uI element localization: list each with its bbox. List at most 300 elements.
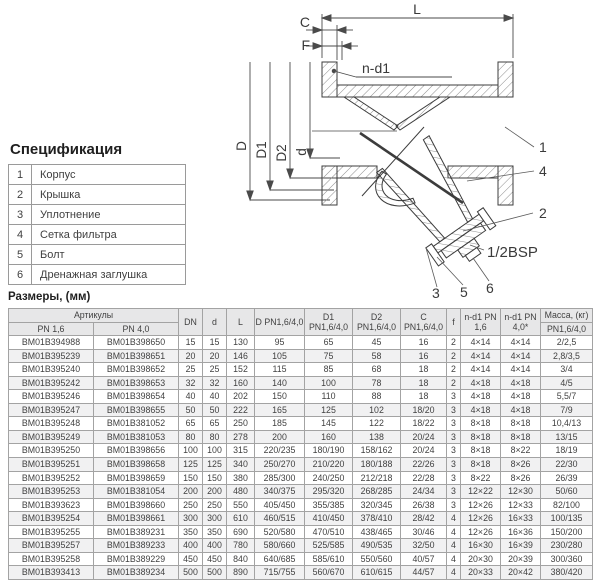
dims-row-cell: 8×26: [501, 458, 541, 472]
dims-row-cell: 150: [203, 471, 227, 485]
dims-row-cell: 65: [305, 336, 353, 350]
spec-row: [9, 225, 186, 245]
dims-row-cell: 115: [255, 363, 305, 377]
dims-row-cell: 122: [353, 417, 401, 431]
dims-row: [9, 498, 593, 512]
dims-row-cell: 3: [447, 390, 461, 404]
dims-row-cell: 610: [227, 512, 255, 526]
dims-row-cell: 8×22: [461, 471, 501, 485]
dims-row: [9, 485, 593, 499]
dims-row-cell: 278: [227, 430, 255, 444]
dims-row-cell: BM01B395247: [9, 403, 94, 417]
dims-row-cell: 210/220: [305, 458, 353, 472]
dims-row-cell: 4×14: [501, 349, 541, 363]
dims-row-cell: BM01B398654: [94, 390, 179, 404]
dims-row-cell: 4: [447, 552, 461, 566]
spec-row: [9, 265, 186, 285]
dims-row-cell: 220/235: [255, 444, 305, 458]
dims-row-cell: 3: [447, 403, 461, 417]
dims-row-cell: 20×30: [461, 552, 501, 566]
dims-row-cell: 400: [203, 539, 227, 553]
dims-row-cell: 405/450: [255, 498, 305, 512]
dims-row: [9, 349, 593, 363]
spec-row: [9, 245, 186, 265]
dims-row-cell: BM01B381053: [94, 430, 179, 444]
pipe-wall-bottom-left: [337, 166, 377, 178]
dims-row-cell: 80: [179, 430, 203, 444]
dims-row-cell: 715/755: [255, 566, 305, 580]
dims-row-cell: 3: [447, 471, 461, 485]
dims-row-cell: 20: [203, 349, 227, 363]
dims-row: [9, 430, 593, 444]
dims-row-cell: 8×18: [461, 430, 501, 444]
dims-row-cell: 4×18: [461, 390, 501, 404]
dims-row-cell: 58: [353, 349, 401, 363]
dims-row-cell: 68: [353, 363, 401, 377]
dims-row-cell: 3/4: [541, 363, 593, 377]
dims-row-cell: BM01B395248: [9, 417, 94, 431]
col-nd1-pn40: n-d1 PN 4,0*: [501, 309, 541, 336]
dims-row-cell: 7/9: [541, 403, 593, 417]
dims-row: [9, 336, 593, 350]
funnel-left: [344, 97, 398, 130]
callout-4: 4: [539, 163, 547, 179]
dims-row-cell: 100: [203, 444, 227, 458]
dims-row-cell: 102: [353, 403, 401, 417]
dims-row-cell: 88: [353, 390, 401, 404]
dims-row: [9, 458, 593, 472]
callout-5: 5: [460, 284, 468, 300]
dims-row-cell: 640/685: [255, 552, 305, 566]
col-dn: DN: [179, 309, 203, 336]
dims-row-cell: 315: [227, 444, 255, 458]
dims-row-cell: 44/57: [401, 566, 447, 580]
col-article-pn40: PN 4,0: [94, 322, 179, 336]
dims-row-cell: BM01B395252: [9, 471, 94, 485]
dims-row-cell: 380/420: [541, 566, 593, 580]
dims-row-cell: 138: [353, 430, 401, 444]
dims-row-cell: 2: [447, 349, 461, 363]
dims-row: [9, 376, 593, 390]
dims-row-cell: BM01B393413: [9, 566, 94, 580]
dims-row-cell: 438/465: [353, 525, 401, 539]
dim-label-f: F: [301, 37, 310, 53]
dims-row-cell: BM01B395255: [9, 525, 94, 539]
dims-row-cell: BM01B395258: [9, 552, 94, 566]
dims-row-cell: 410/450: [305, 512, 353, 526]
dims-row-cell: 460/515: [255, 512, 305, 526]
dims-row-cell: BM01B389229: [94, 552, 179, 566]
dims-row: [9, 417, 593, 431]
dims-row-cell: 4: [447, 512, 461, 526]
flange-right-bottom: [498, 166, 513, 205]
flange-left-bottom: [322, 166, 337, 205]
dims-row-cell: 8×18: [461, 444, 501, 458]
dims-row-cell: BM01B395254: [9, 512, 94, 526]
dims-row-cell: 50/60: [541, 485, 593, 499]
dims-row-cell: 15: [203, 336, 227, 350]
dim-label-d: d: [294, 148, 309, 156]
dims-row-cell: 4: [447, 525, 461, 539]
dims-row-cell: BM01B394988: [9, 336, 94, 350]
spec-row: [9, 205, 186, 225]
dims-row-cell: BM01B381052: [94, 417, 179, 431]
dims-row-cell: 22/28: [401, 471, 447, 485]
dims-row-cell: 180/188: [353, 458, 401, 472]
dims-row-cell: 350: [179, 525, 203, 539]
dims-row-cell: 840: [227, 552, 255, 566]
dims-row-cell: 2: [447, 376, 461, 390]
dims-row-cell: 75: [305, 349, 353, 363]
dims-row-cell: 25: [203, 363, 227, 377]
dims-row-cell: 500: [203, 566, 227, 580]
dims-row-cell: BM01B398651: [94, 349, 179, 363]
dims-row-cell: 8×18: [461, 458, 501, 472]
dims-row-cell: 18: [401, 376, 447, 390]
dims-row-cell: 20×39: [501, 552, 541, 566]
pipe-wall-top: [337, 85, 498, 97]
col-articles: Артикулы: [9, 309, 179, 323]
dims-row-cell: 145: [305, 417, 353, 431]
dims-row-cell: 50: [203, 403, 227, 417]
dims-row-cell: 3: [447, 485, 461, 499]
dims-row: [9, 525, 593, 539]
dims-row-cell: 20: [179, 349, 203, 363]
dims-row-cell: 95: [255, 336, 305, 350]
dims-row-cell: 12×26: [461, 512, 501, 526]
dims-row-cell: 18/19: [541, 444, 593, 458]
dim-label-nd1: n-d1: [362, 60, 391, 76]
dims-row-cell: 100: [305, 376, 353, 390]
dims-row-cell: 400: [179, 539, 203, 553]
dims-row-cell: 32: [179, 376, 203, 390]
dims-row-cell: 690: [227, 525, 255, 539]
dims-row-cell: 185: [255, 417, 305, 431]
dims-row-cell: 150/200: [541, 525, 593, 539]
dims-row-cell: 25: [179, 363, 203, 377]
dims-table-header: [9, 309, 593, 336]
dims-row-cell: 480: [227, 485, 255, 499]
dims-row-cell: BM01B395250: [9, 444, 94, 458]
dims-row-cell: 4: [447, 539, 461, 553]
dims-row-cell: 18/20: [401, 403, 447, 417]
dims-row-cell: BM01B395249: [9, 430, 94, 444]
dims-row-cell: 560/670: [305, 566, 353, 580]
dims-row-cell: BM01B395253: [9, 485, 94, 499]
dims-row-cell: 4×14: [461, 349, 501, 363]
spec-row-cell: Крышка: [32, 185, 186, 205]
dims-row-cell: 520/580: [255, 525, 305, 539]
dims-row-cell: 4×14: [501, 363, 541, 377]
dims-row-cell: 3: [447, 417, 461, 431]
spec-row-cell: 5: [9, 245, 32, 265]
dims-row-cell: 3: [447, 430, 461, 444]
dims-row-cell: 130: [227, 336, 255, 350]
dim-label-D2: D2: [274, 144, 289, 162]
dims-table: [8, 308, 593, 580]
dims-row-cell: 8×18: [501, 417, 541, 431]
dims-row-cell: 585/610: [305, 552, 353, 566]
dims-row-cell: 18/22: [401, 417, 447, 431]
dims-row-cell: 16: [401, 349, 447, 363]
dims-row-cell: BM01B395242: [9, 376, 94, 390]
dims-row-cell: 125: [203, 458, 227, 472]
dims-row-cell: 355/385: [305, 498, 353, 512]
dims-row-cell: 8×18: [461, 417, 501, 431]
dims-row-cell: 18: [401, 390, 447, 404]
dims-row-cell: 158/162: [353, 444, 401, 458]
dim-label-D: D: [234, 141, 249, 151]
dims-row-cell: 8×18: [501, 430, 541, 444]
dims-row-cell: 550/560: [353, 552, 401, 566]
dims-row-cell: 125: [305, 403, 353, 417]
port-label-bsp: 1/2BSP: [487, 244, 538, 261]
dims-row-cell: 2/2,5: [541, 336, 593, 350]
flange-left-top: [322, 62, 337, 97]
dims-row-cell: 300: [203, 512, 227, 526]
dims-row-cell: BM01B395257: [9, 539, 94, 553]
dims-row-cell: 30/46: [401, 525, 447, 539]
dims-row-cell: 20×33: [461, 566, 501, 580]
spec-row-cell: 1: [9, 165, 32, 185]
callout-1: 1: [539, 139, 547, 155]
branch-wall-upper: [414, 136, 482, 223]
dims-row-cell: 2,8/3,5: [541, 349, 593, 363]
dims-row-cell: 550: [227, 498, 255, 512]
spec-row-cell: Дренажная заглушка: [32, 265, 186, 285]
dims-row-cell: 10,4/13: [541, 417, 593, 431]
dims-row-cell: 100: [179, 444, 203, 458]
dims-row-cell: 780: [227, 539, 255, 553]
dims-row-cell: 26/39: [541, 471, 593, 485]
dim-label-c: C: [299, 14, 310, 30]
dims-row: [9, 552, 593, 566]
dims-row-cell: 22/30: [541, 458, 593, 472]
dims-row-cell: 125: [179, 458, 203, 472]
dims-row-cell: 12×26: [461, 498, 501, 512]
col-nd1-pn16: n-d1 PN 1,6: [461, 309, 501, 336]
dims-row-cell: 12×33: [501, 498, 541, 512]
dims-row-cell: 12×30: [501, 485, 541, 499]
dims-row-cell: 4×18: [501, 376, 541, 390]
dims-row-cell: 200: [179, 485, 203, 499]
dims-title: Размеры, (мм): [8, 291, 91, 303]
col-D1: D1 PN1,6/4,0: [305, 309, 353, 336]
spec-row: [9, 165, 186, 185]
dims-row-cell: BM01B381054: [94, 485, 179, 499]
dims-row-cell: 380: [227, 471, 255, 485]
dims-row-cell: 150: [255, 390, 305, 404]
dims-row-cell: BM01B389231: [94, 525, 179, 539]
dims-row-cell: 4×14: [461, 336, 501, 350]
dims-row: [9, 512, 593, 526]
dims-row-cell: BM01B398660: [94, 498, 179, 512]
dims-row-cell: 320/345: [353, 498, 401, 512]
dims-row-cell: 4×14: [501, 336, 541, 350]
callout-2: 2: [539, 205, 547, 221]
dims-row-cell: 160: [305, 430, 353, 444]
dims-row-cell: BM01B398655: [94, 403, 179, 417]
dims-row-cell: 5,5/7: [541, 390, 593, 404]
dims-row-cell: 140: [255, 376, 305, 390]
dims-row-cell: 300: [179, 512, 203, 526]
dims-row-cell: 20/24: [401, 444, 447, 458]
dims-row-cell: 4×18: [501, 390, 541, 404]
dim-label-D1: D1: [254, 141, 269, 159]
dims-row: [9, 566, 593, 580]
strainer-branch: [367, 134, 504, 283]
dims-row-cell: 250/270: [255, 458, 305, 472]
dims-row-cell: 490/535: [353, 539, 401, 553]
dims-row-cell: 250: [203, 498, 227, 512]
dims-row-cell: 65: [203, 417, 227, 431]
pipe-wall-bottom-right: [448, 166, 498, 178]
dims-row-cell: 65: [179, 417, 203, 431]
dims-row-cell: 340: [227, 458, 255, 472]
dims-row-cell: 340/375: [255, 485, 305, 499]
dims-row-cell: 450: [203, 552, 227, 566]
col-D2: D2 PN1,6/4,0: [353, 309, 401, 336]
dims-row-cell: 2: [447, 363, 461, 377]
callout-3: 3: [432, 285, 440, 300]
branch-wall-lower: [377, 162, 445, 249]
dims-row-cell: 110: [305, 390, 353, 404]
dims-row: [9, 471, 593, 485]
dims-row-cell: 100/135: [541, 512, 593, 526]
dims-row-cell: 16×33: [501, 512, 541, 526]
dims-row-cell: 22/26: [401, 458, 447, 472]
dims-row-cell: 4×18: [461, 376, 501, 390]
dims-row-cell: 40: [203, 390, 227, 404]
dims-row-cell: 12×26: [461, 525, 501, 539]
dims-row-cell: BM01B395251: [9, 458, 94, 472]
dims-row-cell: 200: [203, 485, 227, 499]
dims-row-cell: 40: [179, 390, 203, 404]
spec-title: Спецификация: [10, 141, 123, 158]
spec-row-cell: 6: [9, 265, 32, 285]
dims-row-cell: BM01B395239: [9, 349, 94, 363]
dims-row-cell: 15: [179, 336, 203, 350]
dims-row-cell: 500: [179, 566, 203, 580]
dims-row-cell: BM01B398659: [94, 471, 179, 485]
dims-row: [9, 363, 593, 377]
dims-row-cell: 222: [227, 403, 255, 417]
dims-row-cell: BM01B389234: [94, 566, 179, 580]
dims-row-cell: 50: [179, 403, 203, 417]
dims-row-cell: BM01B389233: [94, 539, 179, 553]
dims-row-cell: BM01B395240: [9, 363, 94, 377]
dims-row-cell: 26/38: [401, 498, 447, 512]
dims-row: [9, 444, 593, 458]
dims-row-cell: BM01B398661: [94, 512, 179, 526]
spec-row-cell: Уплотнение: [32, 205, 186, 225]
dims-row-cell: 8×22: [501, 444, 541, 458]
dims-row: [9, 403, 593, 417]
dims-row-cell: 165: [255, 403, 305, 417]
dims-row-cell: 16×30: [461, 539, 501, 553]
dims-row-cell: 4/5: [541, 376, 593, 390]
dims-row-cell: 28/42: [401, 512, 447, 526]
dims-row-cell: 105: [255, 349, 305, 363]
dims-row-cell: 180/190: [305, 444, 353, 458]
col-C: C PN1,6/4,0: [401, 309, 447, 336]
dims-row-cell: 40/57: [401, 552, 447, 566]
dims-row-cell: 20/24: [401, 430, 447, 444]
dims-row-cell: 200: [255, 430, 305, 444]
dims-row-cell: 16×36: [501, 525, 541, 539]
dims-row-cell: BM01B393623: [9, 498, 94, 512]
col-article-pn16: PN 1,6: [9, 322, 94, 336]
dims-row-cell: 890: [227, 566, 255, 580]
dims-row-cell: BM01B398653: [94, 376, 179, 390]
dims-row-cell: 16×39: [501, 539, 541, 553]
dims-row-cell: 78: [353, 376, 401, 390]
dims-row-cell: 202: [227, 390, 255, 404]
dims-row-cell: 12×22: [461, 485, 501, 499]
dims-row-cell: 4×18: [501, 403, 541, 417]
spec-row-cell: Сетка фильтра: [32, 225, 186, 245]
dims-row: [9, 390, 593, 404]
col-f: f: [447, 309, 461, 336]
dims-row-cell: 152: [227, 363, 255, 377]
dims-row-cell: BM01B398658: [94, 458, 179, 472]
dims-row-cell: 580/660: [255, 539, 305, 553]
callout-leaders: [426, 127, 534, 287]
dims-row-cell: 20×42: [501, 566, 541, 580]
spec-row-cell: Корпус: [32, 165, 186, 185]
dims-row-cell: 4×14: [461, 363, 501, 377]
dims-row-cell: 4: [447, 566, 461, 580]
dims-row-cell: 212/218: [353, 471, 401, 485]
dims-row-cell: 32: [203, 376, 227, 390]
dims-row-cell: 16: [401, 336, 447, 350]
dims-row-cell: 470/510: [305, 525, 353, 539]
dim-label-l: L: [413, 1, 421, 17]
dims-row-cell: BM01B398652: [94, 363, 179, 377]
spec-row-cell: Болт: [32, 245, 186, 265]
callout-6: 6: [486, 280, 494, 296]
dims-row-cell: 24/34: [401, 485, 447, 499]
dims-row-cell: BM01B395246: [9, 390, 94, 404]
dims-row-cell: 82/100: [541, 498, 593, 512]
col-d: d: [203, 309, 227, 336]
dims-row-cell: 150: [179, 471, 203, 485]
dims-row: [9, 539, 593, 553]
dims-row-cell: 450: [179, 552, 203, 566]
flange-right-top: [498, 62, 513, 97]
col-mass: Масса, (кг): [541, 309, 593, 323]
dims-row-cell: 160: [227, 376, 255, 390]
dims-row-cell: BM01B398656: [94, 444, 179, 458]
dims-row-cell: 45: [353, 336, 401, 350]
spec-row: [9, 185, 186, 205]
spec-row-cell: 4: [9, 225, 32, 245]
dims-row-cell: 3: [447, 458, 461, 472]
dims-row-cell: 85: [305, 363, 353, 377]
dims-row-cell: 3: [447, 498, 461, 512]
dims-row-cell: 350: [203, 525, 227, 539]
dims-row-cell: 378/410: [353, 512, 401, 526]
dims-row-cell: 13/15: [541, 430, 593, 444]
dims-row-cell: 240/250: [305, 471, 353, 485]
dims-row-cell: 32/50: [401, 539, 447, 553]
dims-row-cell: 610/615: [353, 566, 401, 580]
dims-row-cell: BM01B398650: [94, 336, 179, 350]
dims-row-cell: 525/585: [305, 539, 353, 553]
dims-row-cell: 2: [447, 336, 461, 350]
dims-row-cell: 295/320: [305, 485, 353, 499]
dims-row-cell: 3: [447, 444, 461, 458]
